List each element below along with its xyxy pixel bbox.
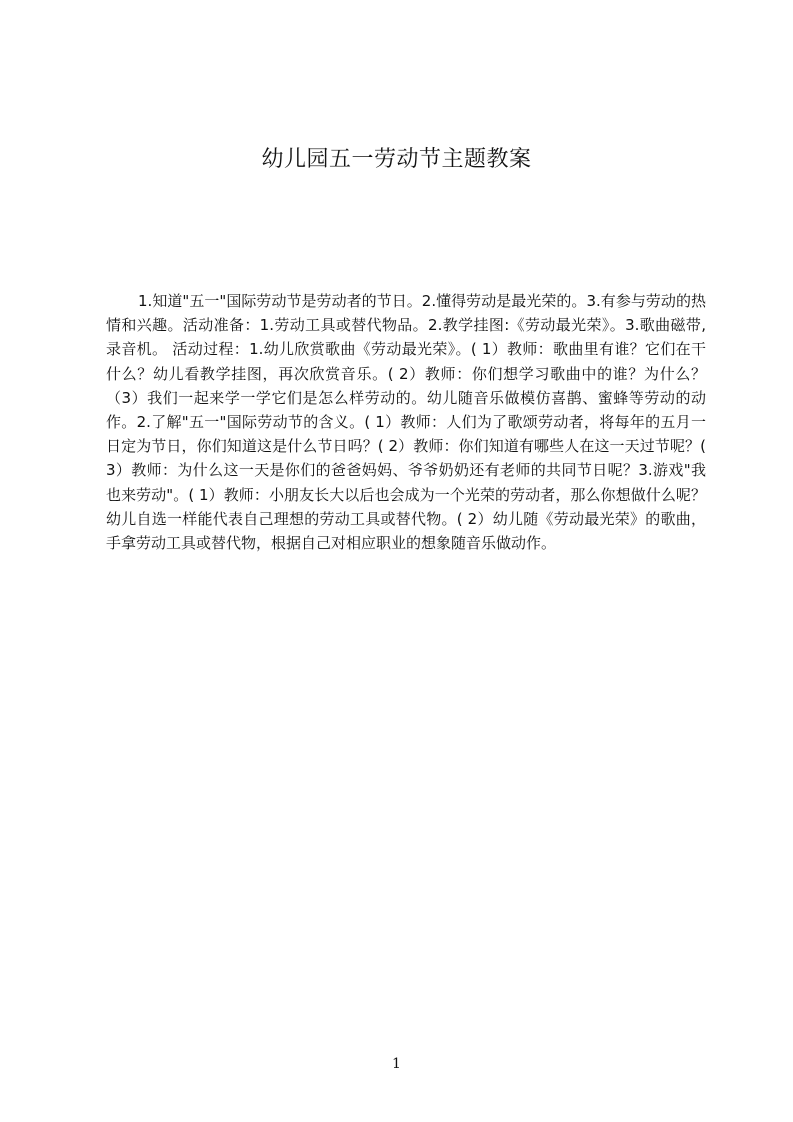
page-title: 幼儿园五一劳动节主题教案 [261,147,532,172]
page-number: 1 [392,1056,401,1072]
lesson-plan-body: 1.知道"五一"国际劳动节是劳动者的节日。2.懂得劳动是最光荣的。3.有参与劳动的热情和兴趣。活动准备：1.劳动工具或替代物品。2.教学挂图:《劳动最光荣》。3.歌曲磁带,录音机。 活动过程：1.幼儿欣赏歌曲《劳动最光荣》。( 1）教师：歌曲里有谁？它们在干什么？幼儿看教学挂图，再次欣赏音乐。( 2）教师：你们想学习歌曲中的谁？为什么？（3）我们一起来学一学它们是怎么样劳动的。幼儿随音乐做模仿喜鹊、蜜蜂等劳动的动作。2.了解"五一"国际劳动节的含义。( 1）教师：人们为了歌颂劳动者，将每年的五月一日定为节日，你们知道这是什么节日吗？( 2）教师：你们知道有哪些人在这一天过节呢？( 3）教师：为什么这一天是你们的爸爸妈妈、爷爷奶奶还有老师的共同节日呢？3.游戏"我也来劳动"。( 1）教师：小朋友长大以后也会成为一个光荣的劳动者，那么你想做什么呢？幼儿自选一样能代表自己理想的劳动工具或替代物。( 2）幼儿随《劳动最光荣》的歌曲，手拿劳动工具或替代物，根据自己对相应职业的想象随音乐做动作。 [106,292,706,553]
